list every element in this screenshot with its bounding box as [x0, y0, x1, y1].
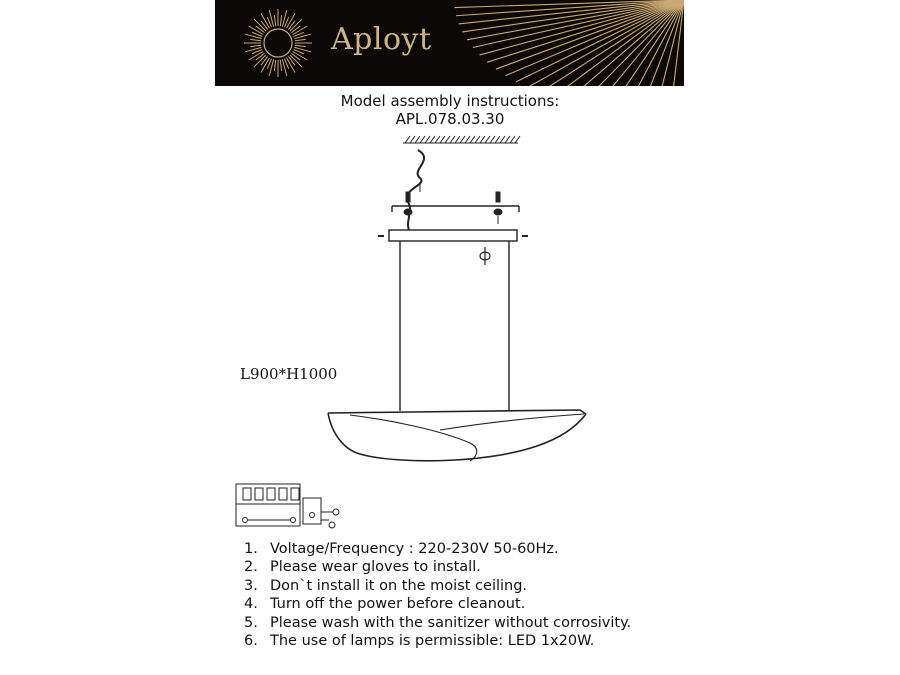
instruction-item: 6. The use of lamps is permissible: LED 1x20W.: [244, 633, 595, 650]
wiring-diagram: [233, 482, 348, 534]
instruction-item: 5. Please wash with the sanitizer without corrosivity.: [244, 614, 632, 631]
canopy: [389, 230, 517, 241]
instruction-item: 1. Voltage/Frequency : 220-230V 50-60Hz.: [244, 541, 559, 557]
sunburst-logo-graphic: [215, 0, 684, 86]
ceiling-hatch: [403, 136, 520, 143]
dimensions-label: L900*H1000: [240, 365, 338, 383]
lamp-assembly-drawing: [0, 130, 900, 470]
model-number: APL.078.03.30: [395, 110, 505, 128]
screw-icon: [404, 192, 502, 215]
document-title: Model assembly instructions:: [340, 92, 560, 110]
lamp-shade: [328, 410, 586, 461]
instruction-item: 2. Please wear gloves to install.: [244, 559, 481, 576]
brand-logo-text: Aployt: [331, 22, 432, 57]
instruction-item: 4. Turn off the power before cleanout.: [244, 596, 526, 613]
instructions-list: [244, 540, 631, 650]
fixing-nut-icon: [480, 247, 490, 265]
power-cable: [407, 150, 425, 232]
instruction-item: 3. Don`t install it on the moist ceiling.: [244, 577, 528, 594]
brand-banner: [215, 0, 684, 86]
